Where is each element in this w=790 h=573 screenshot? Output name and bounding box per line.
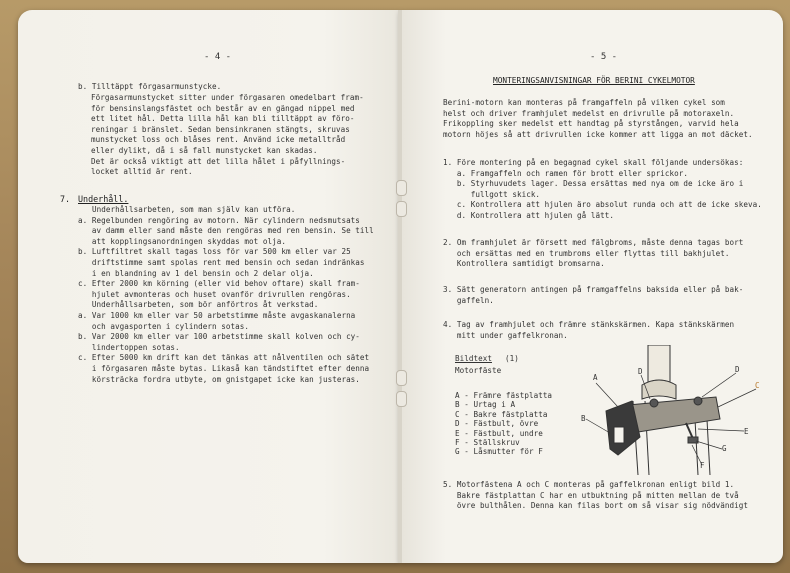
text-line: mitt under gaffelkronan. <box>443 330 568 340</box>
text-line: munstycket loss och blåses rent. Använd icke metalltråd <box>91 135 346 145</box>
page-number-right: - 5 - <box>590 52 618 62</box>
item-b-body <box>91 93 364 178</box>
text-line: Frikoppling sker medelst ett handtag på styrstången, varvid hela <box>443 119 739 129</box>
legend-item: D - Fästbult, övre <box>455 419 539 429</box>
motorfaste-caption: Motorfäste <box>455 366 502 375</box>
text-line: 2. Om framhjulet är försett med fälgbroms, måste denna tagas bort <box>443 238 744 247</box>
section-7-body <box>78 205 374 385</box>
leader-line <box>596 383 618 407</box>
text-line: och ersättas med en trumbroms eller flyttas till bakhjulet. <box>443 248 730 258</box>
text-line: 3. Sätt generatorn antingen på framgaffelns baksida eller på bak- <box>443 285 744 294</box>
text-line: i en blandning av 1 del bensin och 2 delar olja. <box>78 268 314 278</box>
booklet-spread <box>18 10 783 563</box>
step-1 <box>443 158 762 222</box>
text-line: motorn höjes så att drivrullen icke kommer att ligga an mot däcket. <box>443 129 753 139</box>
upper-bolt <box>694 397 702 405</box>
fork-crown <box>642 380 676 399</box>
text-line: d. Kontrollera att hjulen gå lätt. <box>443 210 615 220</box>
text-line: för bensinslangsfästet och består av en gängad nippel med <box>91 103 355 113</box>
text-line: lindertoppen sotas. <box>78 342 180 352</box>
legend-item: C - Bakre fästplatta <box>455 409 548 419</box>
text-line: övre bulthålen. Denna kan filas bort om så visar sig nödvändigt <box>443 501 749 511</box>
section-7-number: 7. <box>60 194 71 204</box>
text-line: 4. Tag av framhjulet och främre stänkskärmen. Kapa stänkskärmen <box>443 320 735 329</box>
leader-line <box>698 429 744 431</box>
text-line: Underhållsarbeten, som bör anförtros åt verkstad. <box>78 300 319 310</box>
text-line: hjulet avmonteras och huset ovanför drivrullen rengöras. <box>78 289 351 299</box>
staple <box>396 180 407 196</box>
text-line: Underhållsarbeten, som man själv kan utföra. <box>92 205 296 214</box>
step-5 <box>443 480 748 512</box>
leader-line <box>586 419 610 433</box>
diagram-label-b: B <box>581 414 586 423</box>
legend-item: B - Urtag i A <box>455 400 516 410</box>
plate-slot <box>614 427 624 443</box>
text-line: c. Efter 5000 km drift kan det tänkas att nålventilen och sätet <box>78 353 370 363</box>
leader-line <box>718 389 756 407</box>
text-line: a. Framgaffeln och ramen för brott eller sprickor. <box>443 168 688 178</box>
staple <box>396 391 407 407</box>
text-line: driftstimme samt spolas rent med bensin och sedan indränkas <box>78 257 365 267</box>
text-line: b. Luftfiltret skall tagas loss för var 500 km eller var 25 <box>78 247 351 257</box>
step-3 <box>443 285 743 306</box>
bildtext-label: Bildtext <box>455 354 492 363</box>
rear-mounting-plate <box>628 397 720 433</box>
bildtext-number: (1) <box>505 354 519 363</box>
booklet-gutter <box>398 10 402 563</box>
text-line: och avgasporten i cylindern sotas. <box>78 321 250 331</box>
upper-bolt <box>650 399 658 407</box>
step-2 <box>443 238 743 270</box>
step-4 <box>443 320 734 341</box>
item-b-heading: b. Tilltäppt förgasarmunstycke. <box>78 82 222 91</box>
text-line: reningar i bränslet. Sedan bensinkranen stängts, skruvas <box>91 124 350 134</box>
text-line: eller dylikt, då i så fall munstycket kan skadas. <box>91 145 318 155</box>
text-line: 1. Före montering på en begagnad cykel skall följande undersökas: <box>443 158 744 167</box>
section-7-heading: Underhåll. <box>78 194 129 204</box>
fork-steerer-tube <box>648 345 670 385</box>
diagram-label-d-left: D <box>638 367 643 376</box>
text-line: locket alltid är rent. <box>91 167 193 177</box>
text-line: 5. Motorfästena A och C monteras på gaffelkronan enligt bild 1. <box>443 480 735 489</box>
text-line: Det är också viktigt att det lilla hålet i påfyllnings- <box>91 156 346 166</box>
text-line: b. Styrhuvudets lager. Dessa ersättas med nya om de icke äro i <box>443 179 744 189</box>
diagram-label-c: C <box>755 381 760 390</box>
legend-item: A - Främre fästplatta <box>455 391 553 400</box>
text-line: b. Var 2000 km eller var 100 arbetstimme skall kolven och cy- <box>78 332 360 342</box>
staple <box>396 201 407 217</box>
text-line: Berini-motorn kan monteras på framgaffeln på vilken cykel som <box>443 98 725 107</box>
text-line: a. Regelbunden rengöring av motorn. När cylindern nedsmutsats <box>78 215 360 225</box>
diagram-label-e: E <box>744 427 749 436</box>
text-line: körsträcka fordra utbyte, om gnistgapet icke kan justeras. <box>78 374 360 384</box>
diagram-label-d-right: D <box>735 365 740 374</box>
legend-item: E - Fästbult, undre <box>455 428 543 438</box>
text-line: i förgasaren måste bytas. Likaså kan tändstiftet efter denna <box>78 363 370 373</box>
lock-nut <box>688 437 698 443</box>
text-line: a. Var 1000 km eller var 50 arbetstimme måste avgaskanalerna <box>78 310 356 320</box>
diagram-label-g: G <box>722 444 727 453</box>
text-line: fullgott skick. <box>443 189 541 199</box>
legend-item: G - Låsmutter för F <box>455 447 543 457</box>
text-line: ett litet hål. Detta lilla hål kan bli tilltäppt av föro- <box>91 114 355 124</box>
leader-line <box>702 373 736 397</box>
text-line: Förgasarmunstycket sitter under förgasaren omedelbart fram- <box>91 93 364 102</box>
text-line: c. Efter 2000 km körning (eller vid behov oftare) skall fram- <box>78 279 360 289</box>
text-line: av damm eller sand måste den rengöras med ren bensin. Se till <box>78 226 374 236</box>
diagram-label-a: A <box>593 373 598 382</box>
diagram-label-f: F <box>700 461 705 470</box>
text-line: Bakre fästplattan C har en utbuktning på mitten mellan de två <box>443 490 739 500</box>
page-number-left: - 4 - <box>204 52 232 62</box>
text-line: helst och driver framhjulet medelst en drivrulle på motoraxeln. <box>443 108 735 118</box>
figure-legend <box>455 391 552 457</box>
intro-paragraph <box>443 98 753 140</box>
text-line: gaffeln. <box>443 295 494 305</box>
motor-mount-diagram <box>558 345 758 475</box>
text-line: att kopplingsanordningen skyddas mot olja. <box>78 236 286 246</box>
legend-item: F - Ställskruv <box>455 438 520 448</box>
text-line: c. Kontrollera att hjulen äro absolut runda och att de icke skeva. <box>443 200 762 210</box>
text-line: Kontrollera samtidigt bromsarna. <box>443 259 605 269</box>
staple <box>396 370 407 386</box>
page-title: MONTERINGSANVISNINGAR FÖR BERINI CYKELMOTOR <box>493 76 695 85</box>
